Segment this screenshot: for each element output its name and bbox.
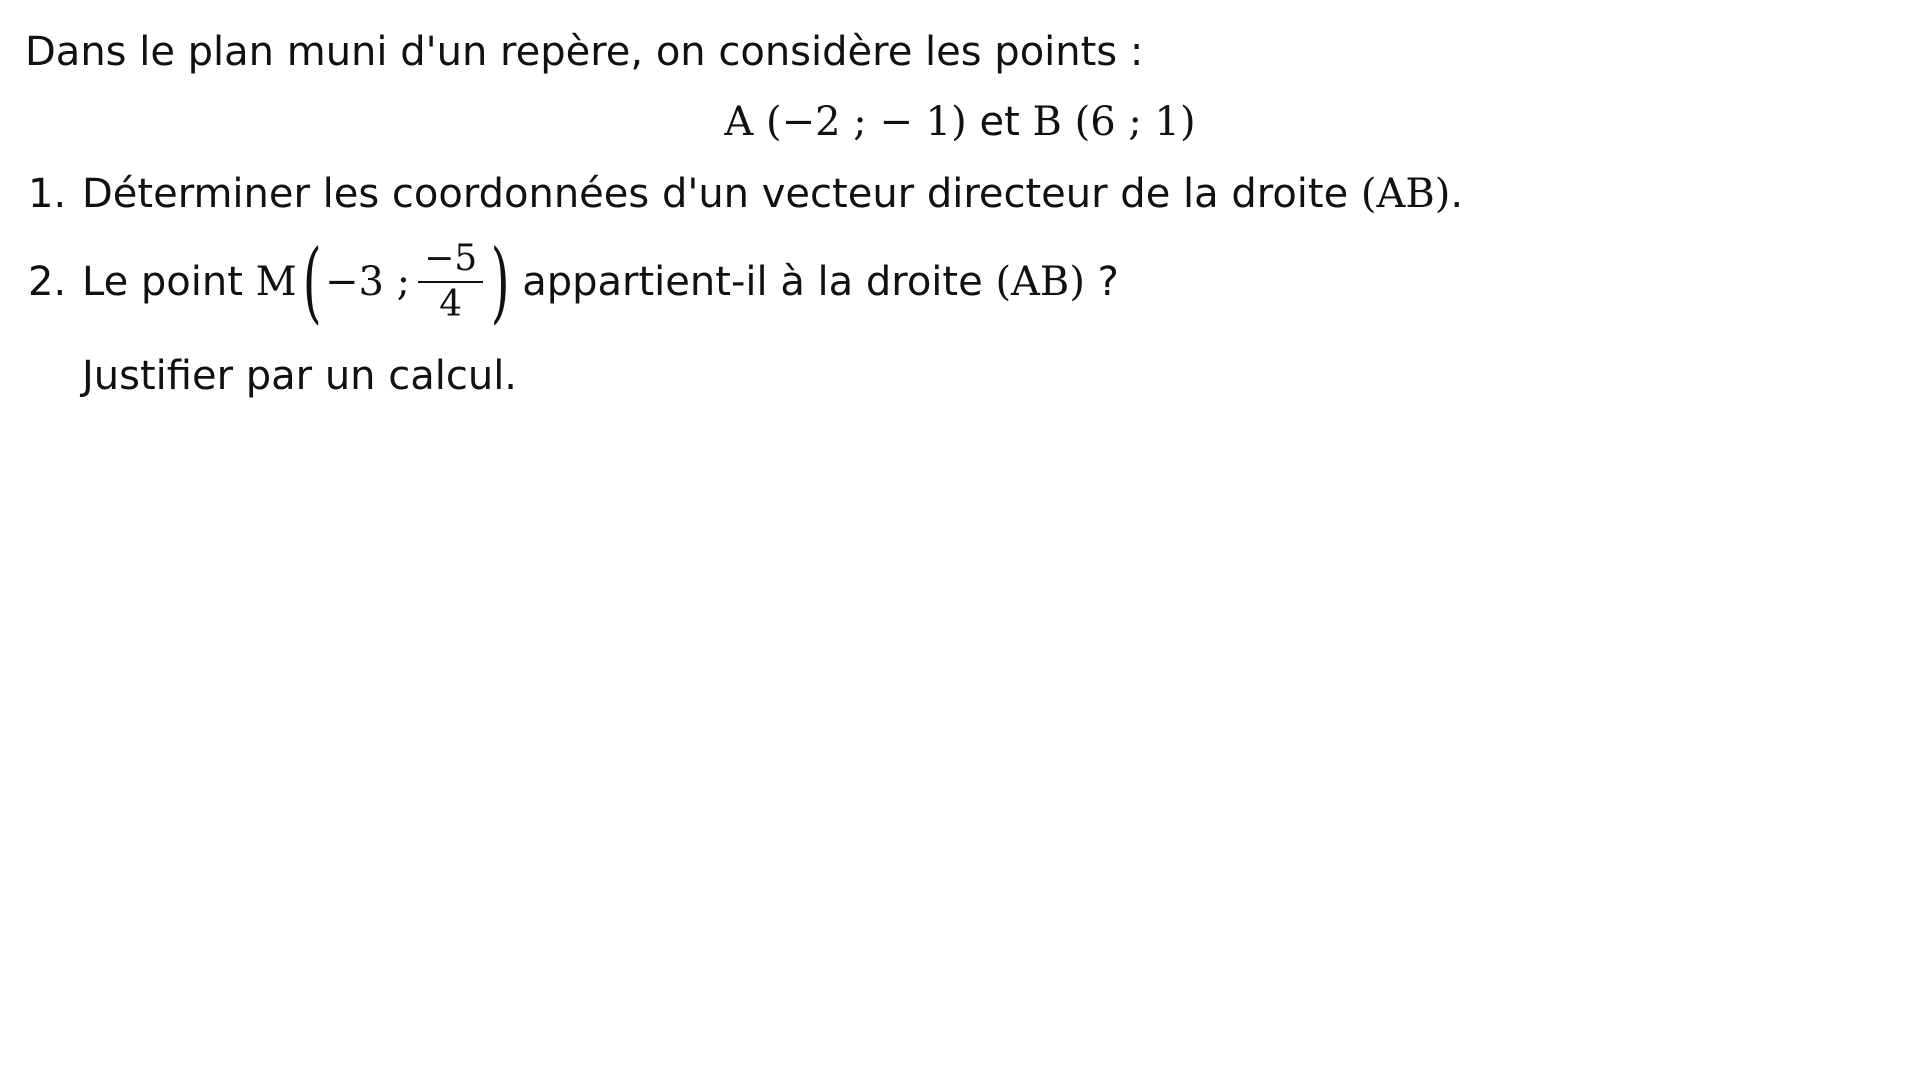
points-connector: et	[966, 99, 1033, 145]
intro-text: Dans le plan muni d'un repère, on considère les points :	[25, 29, 1144, 75]
question-1-math: (AB)	[1360, 171, 1451, 217]
point-m-coordinates	[303, 226, 510, 338]
question-2-prefix: Le point	[82, 259, 256, 305]
points-definition	[0, 98, 1920, 146]
point-m: M	[255, 259, 297, 305]
close-paren: )	[490, 230, 510, 333]
point-a: A (−2 ; − 1)	[724, 99, 967, 145]
question-1	[28, 170, 1463, 218]
fraction-numerator: −5	[424, 238, 478, 279]
question-1-number: 1.	[28, 171, 67, 217]
question-2-math: (AB)	[995, 259, 1085, 305]
question-1-text: Déterminer les coordonnées d'un vecteur directeur de la droite	[82, 171, 1361, 217]
question-2	[28, 226, 1119, 338]
question-2-end: ?	[1084, 259, 1119, 305]
point-m-y-fraction	[418, 237, 483, 327]
question-2-number: 2.	[28, 259, 67, 305]
fraction-denominator: 4	[439, 284, 463, 325]
question-1-end: .	[1450, 171, 1464, 217]
open-paren: (	[302, 230, 322, 333]
question-2-justify: Justifier par un calcul.	[82, 353, 518, 399]
question-2-suffix: appartient-il à la droite	[509, 259, 996, 305]
point-m-x: −3 ;	[324, 259, 411, 305]
point-b: B (6 ; 1)	[1032, 99, 1196, 145]
